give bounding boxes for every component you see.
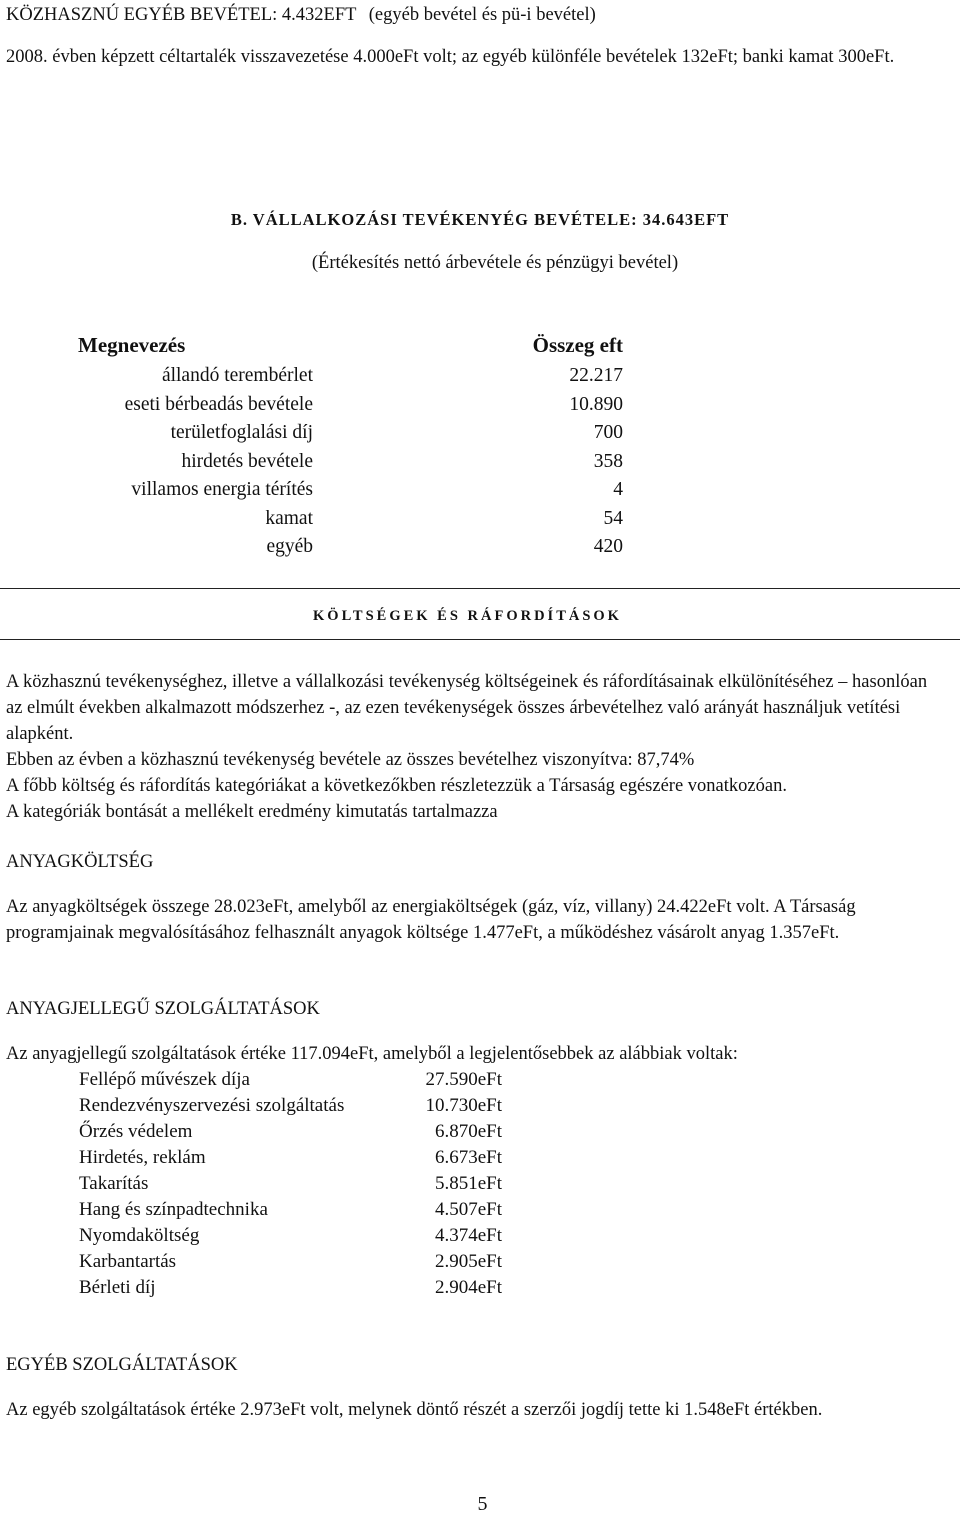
service-name: Karbantartás [79,1251,177,1272]
row-name: hirdetés bevétele [181,450,313,472]
service-value: 6.673eFt [434,1147,502,1168]
header-name: Megnevezés [78,332,186,357]
costs-paragraph-2: Ebben az évben a közhasznú tevékenység bevétele az összes bevételhez viszonyítva: 87,74% [6,750,695,770]
costs-paragraph-3: A főbb költség és ráfordítás kategóriákat a következőkben részletezzük a Társaság egészére vonatkozóan. [6,776,787,796]
bottom-divider [0,639,960,640]
top-divider [0,588,960,589]
service-value: 4.507eFt [434,1199,502,1220]
row-amount: 700 [593,422,623,444]
costs-paragraph-1: A közhasznú tevékenységhez, illetve a vállalkozási tevékenység költségeinek és ráfordításainak elkülönítéséhez – hasonlóan az elmúlt években alkalmazott módszerhez -, az ezen tevékenységek összes árbevételhez való arányát használjuk vetítési alapként. [6,672,928,744]
material-paragraph: Az anyagköltségek összege 28.023eFt, amelyből az energiaköltségek (gáz, víz, villany) 24.422eFt volt. A Társaság programjainak megvalósításához felhasznált anyagok költsége 1.477eFt, a működéshez vásárolt anyag 1.357eFt. [6,897,856,943]
row-name: területfoglalási díj [170,422,313,444]
service-value: 6.870eFt [434,1121,502,1142]
table-row [79,1119,502,1145]
service-name: Bérleti díj [79,1277,156,1298]
table-row [60,362,623,391]
table-row [79,1197,502,1223]
top-heading-note: (egyéb bevétel és pü-i bevétel) [368,5,596,25]
service-name: Rendezvényszervezési szolgáltatás [79,1095,345,1116]
services-heading: ANYAGJELLEGŰ SZOLGÁLTATÁSOK [6,999,320,1019]
top-heading [6,2,596,28]
row-name: kamat [265,507,313,529]
table-row [79,1067,502,1093]
row-amount: 54 [603,507,623,529]
table-row [60,505,623,534]
table-row [60,476,623,505]
intro-paragraph: 2008. évben képzett céltartalék visszavezetése 4.000eFt volt; az egyéb különféle bevételek 132eFt; banki kamat 300eFt. [6,47,895,67]
service-value: 10.730eFt [425,1095,502,1116]
page-number: 5 [477,1493,488,1515]
service-name: Hang és színpadtechnika [79,1199,268,1220]
service-name: Takarítás [79,1173,149,1194]
table-row [79,1249,502,1275]
row-name: állandó terembérlet [161,365,313,387]
table-row [79,1275,502,1301]
table-row [79,1171,502,1197]
service-value: 2.905eFt [434,1251,502,1272]
costs-paragraph-4: A kategóriák bontását a mellékelt eredmény kimutatás tartalmazza [6,802,498,822]
table-row [60,448,623,477]
service-value: 27.590eFt [425,1069,502,1090]
top-heading-title: KÖZHASZNÚ EGYÉB BEVÉTEL: 4.432EFT [6,5,357,25]
table-row [60,533,623,562]
services-table [79,1067,502,1301]
row-name: villamos energia térítés [131,479,313,501]
row-name: egyéb [266,536,313,558]
table-row [79,1223,502,1249]
service-name: Hirdetés, reklám [79,1147,206,1168]
table-row [79,1145,502,1171]
services-intro: Az anyagjellegű szolgáltatások értéke 117.094eFt, amelyből a legjelentősebbek az alábbiak voltak: [6,1044,738,1064]
section-b-title: B. VÁLLALKOZÁSI TEVÉKENYÉG BEVÉTELE: 34.643EFT [230,210,730,229]
service-value: 2.904eFt [434,1277,502,1298]
row-name: eseti bérbeadás bevétele [124,393,313,415]
other-services-heading: EGYÉB SZOLGÁLTATÁSOK [6,1355,238,1375]
costs-heading: KÖLTSÉGEK ÉS RÁFORDÍTÁSOK [313,608,622,624]
service-name: Nyomdaköltség [79,1225,200,1246]
row-amount: 10.890 [569,393,623,415]
section-b-subtitle: (Értékesítés nettó árbevétele és pénzügyi bevétel) [311,253,679,273]
income-table-header [60,328,623,362]
row-amount: 22.217 [569,365,623,387]
table-row [79,1093,502,1119]
service-name: Fellépő művészek díja [79,1069,250,1090]
service-value: 4.374eFt [434,1225,502,1246]
income-table [60,328,623,562]
table-row [60,391,623,420]
table-row [60,419,623,448]
material-heading: ANYAGKÖLTSÉG [6,852,154,872]
row-amount: 358 [593,450,623,472]
row-amount: 4 [613,479,623,501]
service-value: 5.851eFt [434,1173,502,1194]
row-amount: 420 [593,536,623,558]
service-name: Őrzés védelem [79,1121,193,1142]
other-services-paragraph: Az egyéb szolgáltatások értéke 2.973eFt volt, melynek döntő részét a szerzői jogdíj tette ki 1.548eFt értékben. [6,1400,823,1420]
header-amount: Összeg eft [532,332,623,357]
